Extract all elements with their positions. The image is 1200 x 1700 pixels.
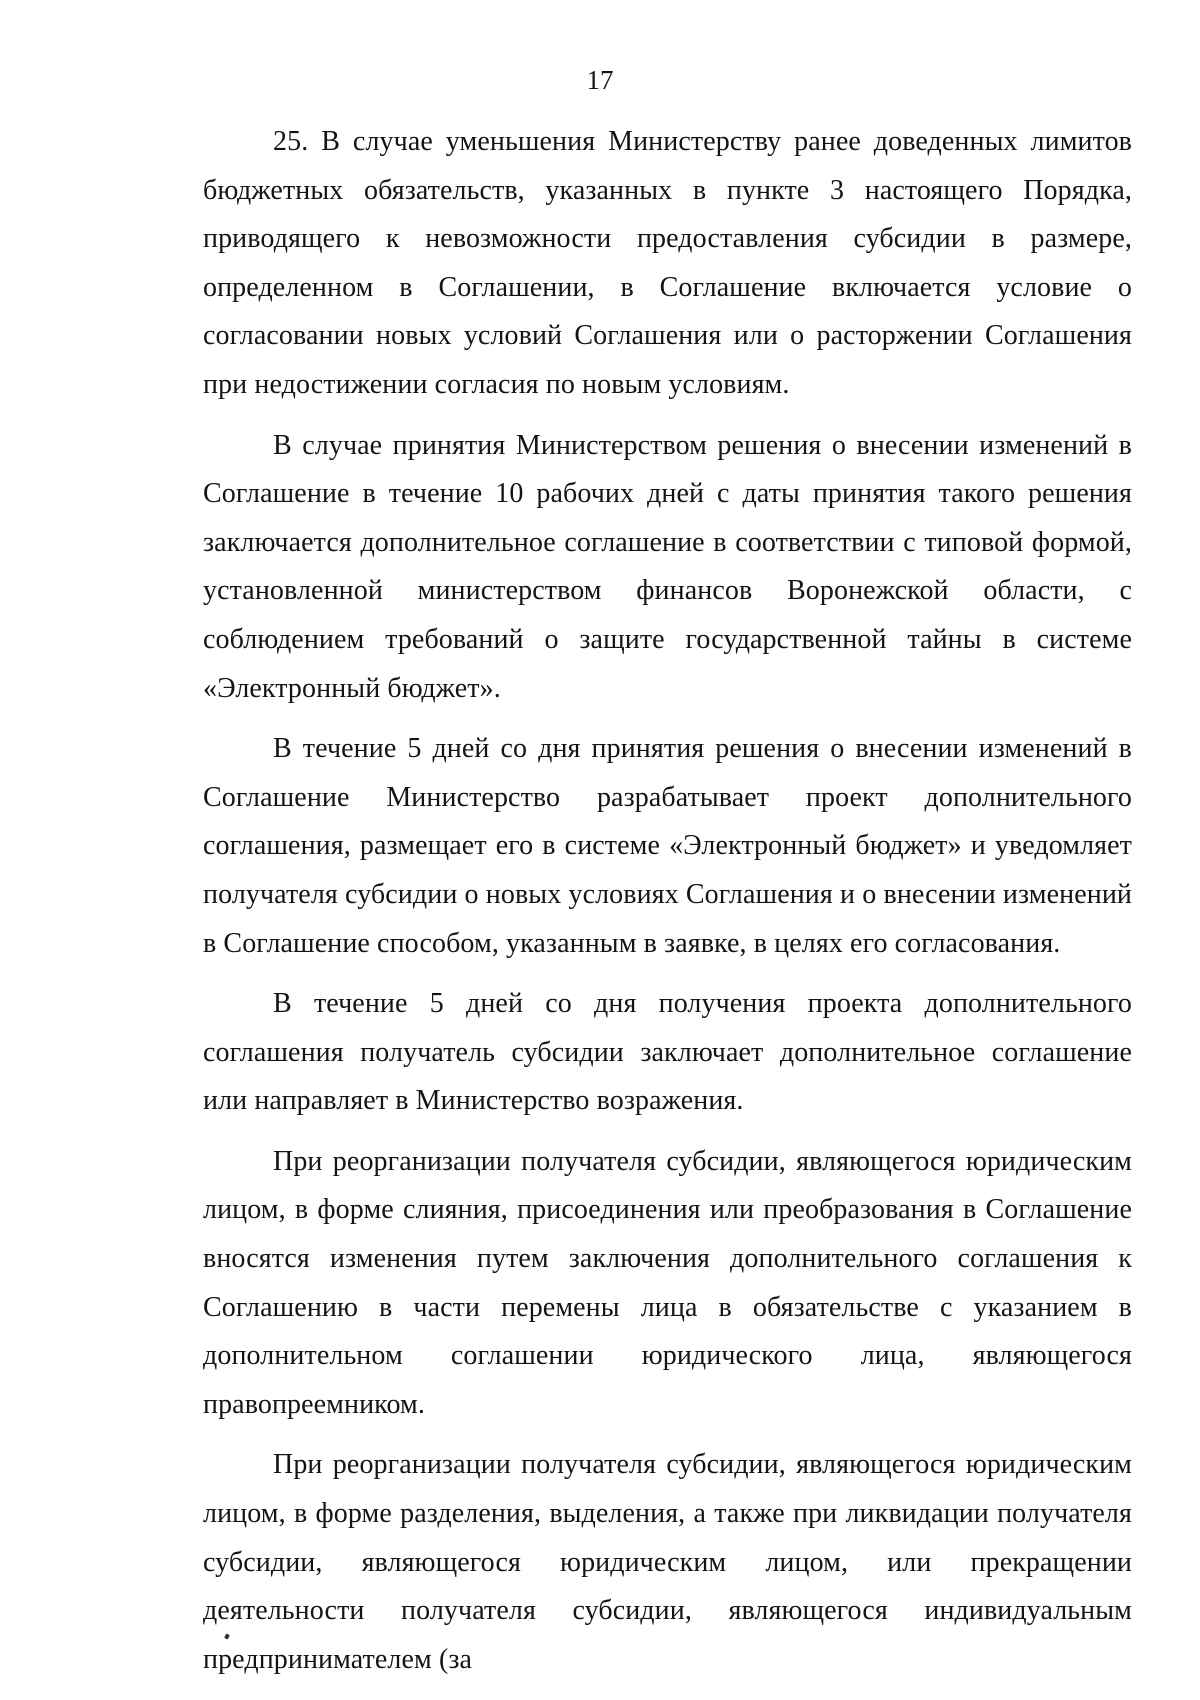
paragraph-recipient-response: В течение 5 дней со дня получения проекта дополнительного соглашения получатель субсидии заключает дополнительное соглашение или направляет в Министерство возражения.: [203, 988, 1132, 1117]
page-number: 17: [586, 65, 614, 95]
paragraph-reorganization-merger: При реорганизации получателя субсидии, являющегося юридическим лицом, в форме слияния, присоединения или преобразования в Соглашение вносятся изменения путем заключения дополнительного соглашения к Соглашению в части перемены лица в обязательстве с указанием в дополнительном соглашении юридического лица, являющегося правопреемником.: [203, 1145, 1132, 1420]
paragraph-amendment-decision: В случае принятия Министерством решения о внесении изменений в Соглашение в течение 10 рабочих дней с даты принятия такого решения заключается дополнительное соглашение в соответствии с типовой формой, установленной министерством финансов Воронежской области, с соблюдением требований о защите государственной тайны в системе «Электронный бюджет».: [203, 429, 1132, 704]
paragraph-item-25: 25. В случае уменьшения Министерству ранее доведенных лимитов бюджетных обязательств, указанных в пункте 3 настоящего Порядка, приводящего к невозможности предоставления субсидии в размере, определенном в Соглашении, в Соглашение включается условие о согласовании новых условий Соглашения или о расторжении Соглашения при недостижении согласия по новым условиям.: [203, 126, 1132, 400]
document-body: [203, 118, 1132, 1684]
paragraph-reorganization-division: При реорганизации получателя субсидии, являющегося юридическим лицом, в форме разделения, выделения, а также при ликвидации получателя субсидии, являющегося юридическим лицом, или прекращении деятельности получателя субсидии, являющегося индивидуальным предпринимателем (за: [203, 1449, 1132, 1675]
paragraph-draft-agreement: В течение 5 дней со дня принятия решения о внесении изменений в Соглашение Министерство разрабатывает проект дополнительного соглашения, размещает его в системе «Электронный бюджет» и уведомляет получателя субсидии о новых условиях Соглашения и о внесении изменений в Соглашение способом, указанным в заявке, в целях его согласования.: [203, 733, 1132, 959]
